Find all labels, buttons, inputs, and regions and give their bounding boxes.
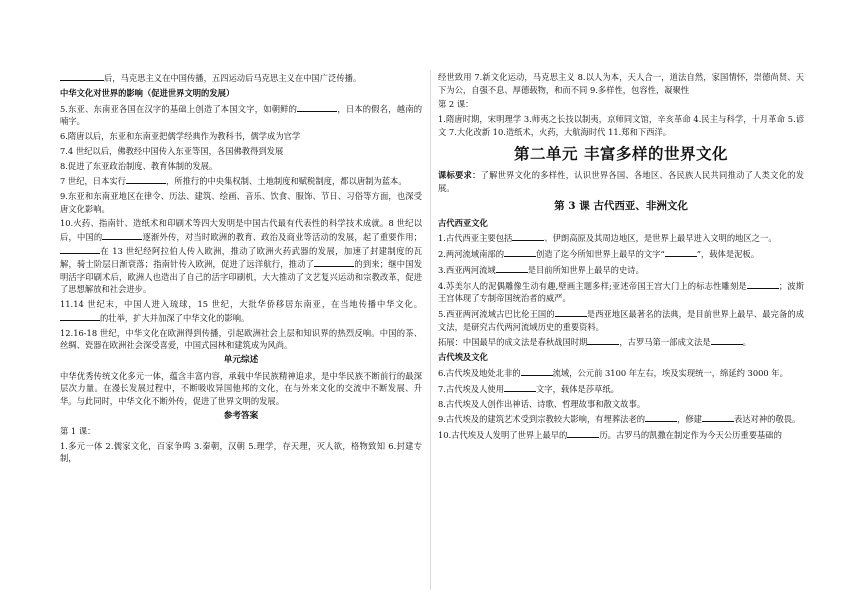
- item-w2: 2.两河流域南部的 创造了迄今所知世界上最早的文字“ ”，载体是泥板。: [438, 249, 760, 260]
- section-heading-influence: 中华文化对世界的影响（促进世界文明的发展）: [60, 87, 235, 98]
- answer-blank: [645, 412, 677, 422]
- right-column: [438, 71, 804, 444]
- item-w3: 3.西亚两河流域 是目前所知世界上最早的史诗。: [438, 264, 644, 275]
- answer-blank: [102, 230, 142, 240]
- section-heading-west-asia: 古代西亚文化: [438, 217, 488, 228]
- answer-blank: [60, 244, 100, 254]
- intro-line: 后，马克思主义在中国传播，五四运动后马克思主义在中国广泛传播。: [60, 71, 422, 85]
- answer-blank: [711, 335, 743, 345]
- answers-lesson1: 1.多元一体 2.儒家文化，百家争鸣 3.秦朝，汉朝 5.理学，存天理，灭人欲，格物致知 6.封建专制，: [60, 440, 422, 464]
- lesson2-label: 第 2 课：: [438, 99, 474, 110]
- item-e6: 6.古代埃及地处北非的 流域，公元前 3100 年左右，埃及实现统一，绵延约 3000 年。: [438, 367, 788, 378]
- column-divider: [430, 70, 431, 590]
- answer-blank: [60, 71, 104, 81]
- item-e9: 9.古代埃及的建筑艺术受到宗教较大影响，有埋葬法老的 ，修建 表达对神的敬畏。: [438, 414, 801, 425]
- item-9: 9.东亚和东南亚地区在律令、历法、建筑、绘画、音乐、饮食、服饰、节日、习俗等方面，也深受唐文化影响。: [60, 191, 422, 214]
- item-e7: 7.古代埃及人使用 文字，载体是莎草纸。: [438, 383, 619, 394]
- unit-title: 第二单元 丰富多样的世界文化: [514, 144, 728, 164]
- answer-blank: [60, 311, 100, 321]
- item-11: 11.14 世纪末，中国人进入琉球，15 世纪，大批华侨移居东南亚，在当地传播中华文化。的壮举，扩大并加深了中华文化的影响。: [60, 299, 422, 323]
- item-w1: 1.古代西亚主要包括 、伊朗高原及其周边地区，是世界上最早进入文明的地区之一。: [438, 233, 777, 244]
- answer-blank: [702, 412, 734, 422]
- answer-blank: [512, 231, 544, 241]
- answers-lesson2: 1.隋唐时期，宋明理学 3.师夷之长技以制夷，京师同文馆，辛亥革命 4.民主与科学，十月革命 5.谚文 7.大化改新 10.造纸术，火药，大航海时代 11.郑和下西洋。: [438, 114, 804, 137]
- answers-lesson1-cont: 经世致用 7.新文化运动，马克思主义 8.以人为本，天人合一，道法自然，家国情怀，崇德尚贤、天下为公，自强不息、厚德载物，和而不同 9.多样性，包容性，凝聚性: [438, 72, 804, 95]
- extension-note: 拓展：中国最早的成文法是春秋战国时期 ，古罗马第一部成文法是 。: [438, 337, 751, 348]
- section-heading-egypt: 古代埃及文化: [438, 352, 488, 363]
- item-w5: 5.西亚两河流域古巴比伦王国的 是西亚地区最著名的法典，是目前世界上最早、最完备的成文法，是研究古代两河流域历史的重要资料。: [438, 309, 804, 332]
- answer-blank: [297, 102, 337, 112]
- answer-blank: [665, 247, 697, 257]
- summary-text: 中华优秀传统文化多元一体，蕴含丰富内容，承载中华民族精神追求，是中华民族不断前行的最深层次力量。在漫长发展过程中，不断吸收异国他邦的文化，在与外来文化的交流中不断发展、升华。与此同时，中华文化不断外传，促进了世界文明的发展。: [60, 370, 422, 406]
- answer-blank: [747, 279, 779, 289]
- item-8: 8.促进了东亚政治制度、教育体制的发展。: [60, 160, 218, 171]
- item-6: 6.隋唐以后，东亚和东南亚把儒学经典作为教科书，儒学成为官学: [60, 130, 301, 141]
- lesson-title: 第 3 课 古代西亚、非洲文化: [554, 199, 688, 212]
- answers-title: 参考答案: [223, 410, 259, 421]
- lesson1-label: 第 1 课：: [60, 426, 96, 437]
- answer-blank: [555, 307, 587, 317]
- item-e8: 8.古代埃及人创作出神话、诗歌、哲理故事和散文故事。: [438, 398, 646, 409]
- item-7b: 7 世纪，日本实行 ，所推行的中央集权制、土地制度和赋税制度，都以唐制为蓝本。: [60, 176, 407, 187]
- item-12: 12.16-18 世纪，中华文化在欧洲得到传播，引起欧洲社会上层和知识界的热烈反响。中国的茶、丝绸、瓷器在欧洲社会深受喜爱，中国式园林和建筑成为风尚。: [60, 327, 422, 351]
- answer-blank: [126, 174, 166, 184]
- answer-blank: [496, 263, 528, 273]
- item-w4: 4.苏美尔人的泥偶雕像生动有趣,壁画主题多样;亚述帝国王宫大门上的标志性雕刻是 ；波斯王宫体现了专制帝国统治者的威严。: [438, 280, 804, 304]
- answer-blank: [521, 366, 553, 376]
- item-7: 7.4 世纪以后，佛教经中国传入东亚等国，各国佛教得到发展: [60, 145, 284, 156]
- answer-blank: [567, 428, 599, 438]
- answer-blank: [504, 382, 536, 392]
- left-column: [60, 71, 422, 467]
- answer-blank: [504, 247, 536, 257]
- item-10: 10.火药、指南针、造纸术和印刷术等四大发明是中国古代最有代表性的科学技术成就。8 世纪以后，中国的 逐渐外传，对当时欧洲的教育、政治及商业等活动的发展，起了重要作用；在 13 世纪经阿拉伯人传入欧洲，推动了欧洲火药武器的发展，加速了封建制度的瓦解，骑士阶层日渐衰落；指南针传入欧洲，促进了远洋航行，推动了 的到来；继中国发明活字印刷术后，欧洲人也造出了自己的活字印刷机，大大推动了文艺复兴运动和宗教改革，促进了思想解放和社会进步。: [60, 218, 422, 295]
- item-5: 5.东亚、东南亚各国在汉字的基础上创造了本国文字，如朝鲜的 ，日本的假名，越南的喃字。: [60, 103, 422, 127]
- item-e10: 10.古代埃及人发明了世界上最早的 历。古罗马的凯撒在制定作为今天公历重要基础的: [438, 430, 782, 441]
- answer-blank: [314, 257, 354, 267]
- answer-blank: [587, 335, 619, 345]
- summary-title: 单元综述: [223, 354, 259, 365]
- course-requirement: 课标要求：了解世界文化的多样性，认识世界各国、各地区、各民族人民共同推动了人类文化的发展。: [438, 170, 804, 193]
